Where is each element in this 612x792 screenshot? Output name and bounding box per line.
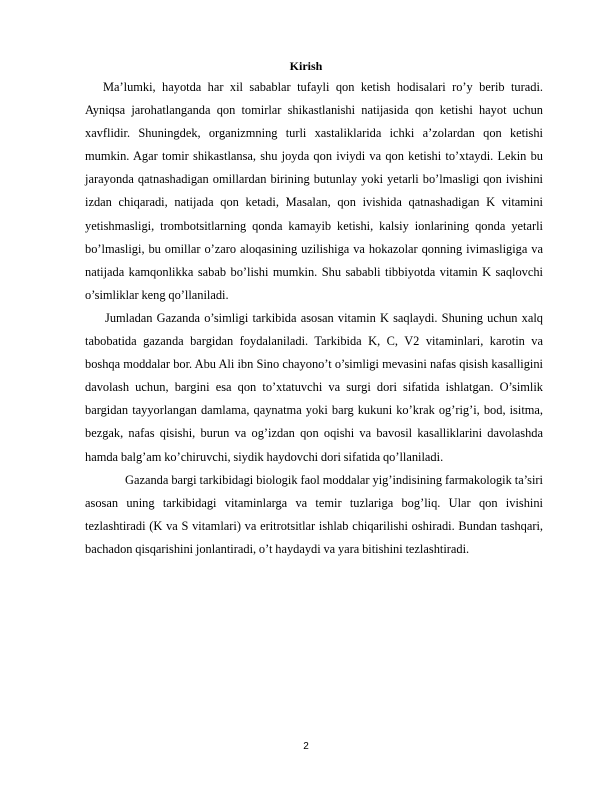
paragraph-3: Gazanda bargi tarkibidagi biologik faol moddalar yig’indisining farmakologik ta’siri asosan uning tarkibidagi vitaminlarga va temir tuzlariga bog’liq. Ular qon ivishini tezlashtiradi (K va S vitamlari) va eritrotsitlar ishlab chiqarilishi oshiradi. Bundan tashqari, bachadon qisqarishini jonlantiradi, o’t haydaydi va yara bitishini tezlashtiradi.	[85, 472, 543, 556]
paragraph-1: Ma’lumki, hayotda har xil sabablar tufayli qon ketish hodisalari ro’y berib turadi. Ayniqsa jarohatlanganda qon tomirlar shikastlanishi natijasida qon ketishi hayot uchun xavflidir. Shuningdek, organizmning turli xastaliklarida ichki a’zolardan qon ketishi mumkin. Agar tomir shikastlansa, shu joyda qon iviydi va qon ketishi to’xtaydi. Lekin bu jarayonda qatnashadigan omillardan birining butunlay yoki yetarli bo’lmasligi qon ivishini izdan chiqaradi, natijada qon ketadi, Masalan, qon ivishida qatnashadigan K vitamini yetishmasligi, trombotsitlarning qonda kamayib ketishi, kalsiy ionlarining qonda yetarli bo’lmasligi, bu omillar o’zaro aloqasining uzilishiga va hokazolar qonning ivimasligiga va natijada kamqonlikka sabab bo’lishi mumkin. Shu sababli tibbiyotda vitamin K saqlovchi o’simliklar keng qo’llaniladi.	[85, 80, 543, 302]
page-title: Kirish	[289, 59, 323, 73]
paragraph-2: Jumladan Gazanda o’simligi tarkibida asosan vitamin K saqlaydi. Shuning uchun xalq tabobatida gazanda bargidan foydalaniladi. Tarkibida K, C, V2 vitaminlari, karotin va boshqa moddalar bor. Abu Ali ibn Sino chayono’t o’simligi mevasini nafas qisish kasalligini davolash uchun, bargini esa qon to’xtatuvchi va surgi dori sifatida ishlatgan. O’simlik bargidan tayyorlangan damlama, qaynatma yoki barg kukuni ko’krak og’rig’i, bod, isitma, bezgak, nafas qisishi, burun va og’izdan qon oqishi va bavosil kasalliklarini davolashda hamda balg’am ko’chiruvchi, siydik haydovchi dori sifatida qo’llaniladi.	[85, 310, 543, 464]
body-text	[85, 76, 543, 561]
page-number: 2	[303, 741, 309, 752]
